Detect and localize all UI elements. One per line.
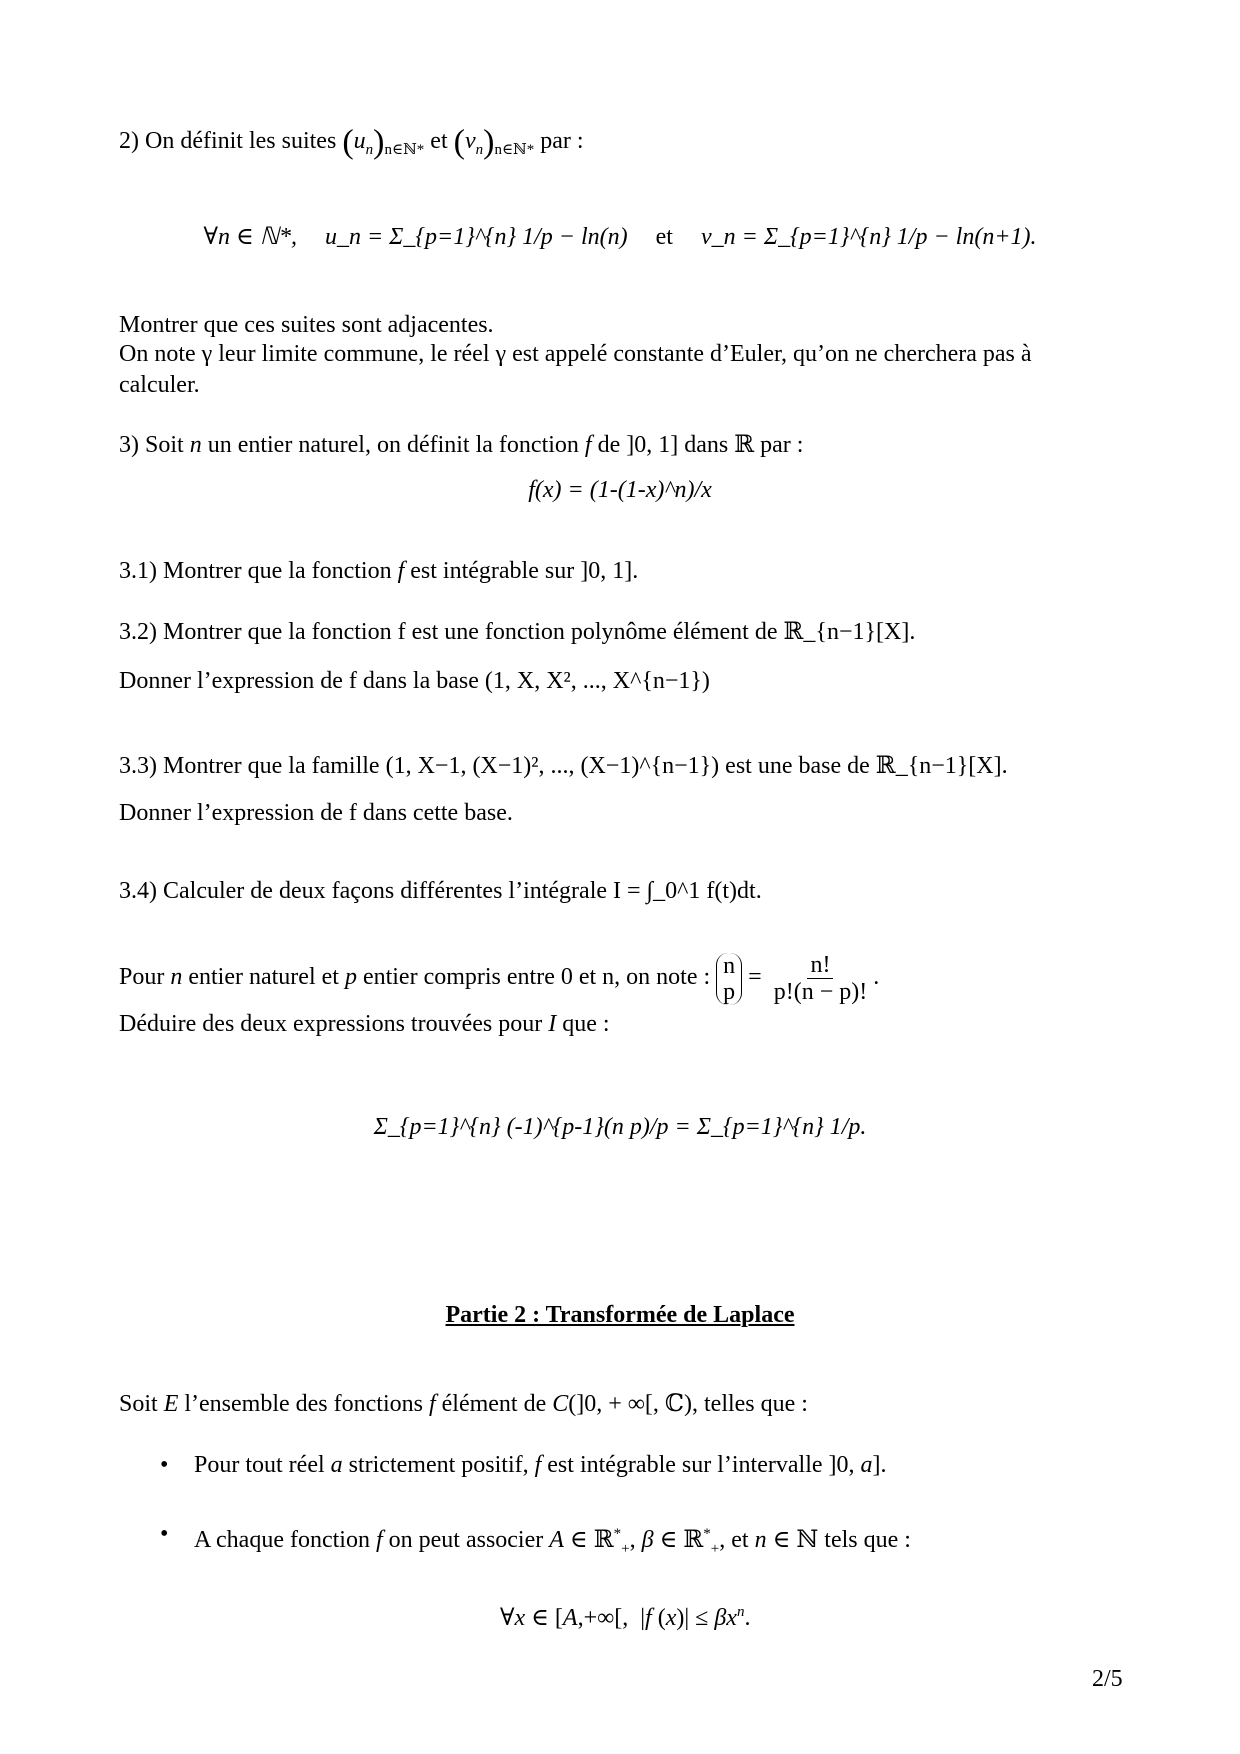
q33b: Donner l’expression de f dans cette base.: [119, 800, 513, 826]
q2-formula: [0, 222, 1240, 252]
v-index: n∈ℕ*: [494, 141, 535, 158]
q3-identity: Σ_{p=1}^{n} (-1)^{p-1}(n p)/p = Σ_{p=1}^{n} 1/p.: [373, 1114, 867, 1140]
q3-intro: 3) Soit n un entier naturel, on définit la fonction f de ]0, 1] dans ℝ par :: [119, 432, 804, 458]
bullet-dot: •: [160, 1452, 169, 1478]
part2-condition: ∀x ∈ [A,+∞[, |f $(x)| \le \beta x^n$.: [500, 1604, 751, 1631]
part2-bullet1: Pour tout réel a strictement positif, f est intégrable sur l’intervalle ]0, a].: [194, 1452, 887, 1478]
q2-montrer: Montrer que ces suites sont adjacentes.: [119, 312, 494, 338]
bullet-dot: •: [160, 1521, 169, 1547]
q33: 3.3) Montrer que la famille (1, X−1, (X−1)², ..., (X−1)^{n−1}) est une base de ℝ_{n−1}[X].: [119, 753, 1008, 779]
q3-fdef: f(x) = (1-(1-x)^n)/x: [528, 477, 712, 503]
q2-v-def: v_n = Σ_{p=1}^{n} 1/p − ln(n+1).: [700, 224, 1037, 250]
q3-binom: Pour n entier naturel et p entier compris entre 0 et n, on note : n p = $\frac{n!}{p!(n - p)!}$ .: [119, 952, 880, 1005]
q2-et: et: [655, 224, 673, 250]
q2-u-def: u_n = Σ_{p=1}^{n} 1/p − ln(n): [324, 224, 628, 250]
part2-intro: Soit E l’ensemble des fonctions f élément de C(]0, + ∞[, ℂ), telles que :: [119, 1391, 808, 1417]
q32: 3.2) Montrer que la fonction f est une fonction polynôme élément de ℝ_{n−1}[X].: [119, 619, 916, 645]
q3-deduire: Déduire des deux expressions trouvées pour I que :: [119, 1011, 610, 1037]
q32b: Donner l’expression de f dans la base (1, X, X², ..., X^{n−1}): [119, 668, 710, 694]
u-index: n∈ℕ*: [384, 141, 425, 158]
q2-note2: calculer.: [119, 372, 200, 398]
q31: 3.1) Montrer que la fonction f est intégrable sur ]0, 1].: [119, 558, 639, 584]
q2-formula-lhs: ∀n ∈ ℕ*,: [203, 224, 297, 250]
page-number: 2/5: [1092, 1666, 1123, 1692]
q2-intro: 2) On définit les suites $(u_n)_{n\in ℕ*}$ et $(v_n)_{n\in ℕ*}$ par :: [119, 123, 584, 161]
part2-bullet2: A chaque fonction f on peut associer A ∈ ℝ*$_+$, β ∈ ℝ*$_+$, et n ∈ ℕ tels que :: [194, 1526, 911, 1557]
q2-note: On note γ leur limite commune, le réel γ est appelé constante d’Euler, qu’on ne cherchera pas à: [119, 341, 1032, 367]
part2-title: Partie 2 : Transformée de Laplace: [445, 1302, 795, 1328]
q34: 3.4) Calculer de deux façons différentes l’intégrale I = ∫_0^1 f(t)dt.: [119, 878, 762, 904]
